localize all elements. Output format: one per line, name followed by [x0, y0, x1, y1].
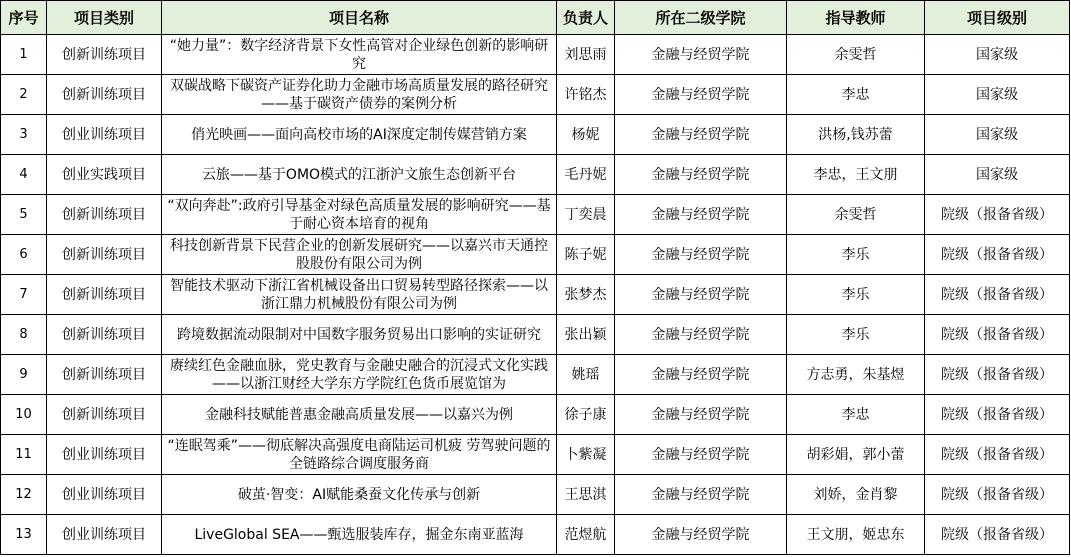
cell-level: 院级（报备省级） — [925, 315, 1070, 355]
cell-college: 金融与经贸学院 — [615, 195, 787, 235]
cell-category: 创业训练项目 — [47, 115, 162, 155]
cell-leader: 刘思雨 — [557, 35, 615, 75]
cell-leader: 许铭杰 — [557, 75, 615, 115]
table-row — [1, 395, 1070, 435]
cell-college: 金融与经贸学院 — [615, 275, 787, 315]
cell-project-name: 科技创新背景下民营企业的创新发展研究——以嘉兴市天通控股股份有限公司为例 — [162, 235, 557, 275]
cell-level: 院级（报备省级） — [925, 355, 1070, 395]
cell-category: 创新训练项目 — [47, 35, 162, 75]
cell-college: 金融与经贸学院 — [615, 395, 787, 435]
cell-category: 创新训练项目 — [47, 75, 162, 115]
table-row — [1, 35, 1070, 75]
cell-seq: 3 — [1, 115, 47, 155]
cell-project-name: LiveGlobal SEA——甄选服装库存，掘金东南亚蓝海 — [162, 515, 557, 555]
cell-college: 金融与经贸学院 — [615, 515, 787, 555]
cell-college: 金融与经贸学院 — [615, 435, 787, 475]
header-seq: 序号 — [1, 1, 47, 35]
header-category: 项目类别 — [47, 1, 162, 35]
cell-seq: 11 — [1, 435, 47, 475]
cell-category: 创新训练项目 — [47, 235, 162, 275]
cell-seq: 6 — [1, 235, 47, 275]
cell-seq: 5 — [1, 195, 47, 235]
table-row — [1, 75, 1070, 115]
table-row — [1, 275, 1070, 315]
cell-advisor: 余雯哲 — [787, 35, 925, 75]
cell-leader: 徐子康 — [557, 395, 615, 435]
cell-college: 金融与经贸学院 — [615, 115, 787, 155]
cell-leader: 杨妮 — [557, 115, 615, 155]
cell-college: 金融与经贸学院 — [615, 235, 787, 275]
cell-leader: 丁奕晨 — [557, 195, 615, 235]
cell-advisor: 余雯哲 — [787, 195, 925, 235]
cell-level: 国家级 — [925, 75, 1070, 115]
cell-advisor: 洪杨,钱苏蕾 — [787, 115, 925, 155]
cell-seq: 2 — [1, 75, 47, 115]
cell-seq: 10 — [1, 395, 47, 435]
cell-level: 国家级 — [925, 155, 1070, 195]
cell-level: 国家级 — [925, 35, 1070, 75]
cell-project-name: 云旅——基于OMO模式的江浙沪文旅生态创新平台 — [162, 155, 557, 195]
cell-level: 院级（报备省级） — [925, 275, 1070, 315]
cell-project-name: 双碳战略下碳资产证券化助力金融市场高质量发展的路径研究 ——基于碳资产债券的案例分析 — [162, 75, 557, 115]
cell-seq: 13 — [1, 515, 47, 555]
cell-category: 创新训练项目 — [47, 355, 162, 395]
header-level: 项目级别 — [925, 1, 1070, 35]
cell-project-name: 智能技术驱动下浙江省机械设备出口贸易转型路径探索——以浙江鼎力机械股份有限公司为例 — [162, 275, 557, 315]
cell-project-name: “连眠驾乘”——彻底解决高强度电商陆运司机疲 劳驾驶问题的全链路综合调度服务商 — [162, 435, 557, 475]
cell-leader: 毛丹妮 — [557, 155, 615, 195]
header-project-name: 项目名称 — [162, 1, 557, 35]
cell-advisor: 李忠 — [787, 75, 925, 115]
cell-college: 金融与经贸学院 — [615, 75, 787, 115]
header-college: 所在二级学院 — [615, 1, 787, 35]
cell-category: 创新训练项目 — [47, 275, 162, 315]
header-leader: 负责人 — [557, 1, 615, 35]
table-row — [1, 315, 1070, 355]
cell-advisor: 刘娇，金肖黎 — [787, 475, 925, 515]
cell-level: 院级（报备省级） — [925, 475, 1070, 515]
cell-project-name: “双向奔赴”:政府引导基金对绿色高质量发展的影响研究——基于耐心资本培育的视角 — [162, 195, 557, 235]
cell-category: 创新训练项目 — [47, 315, 162, 355]
cell-leader: 卜紫凝 — [557, 435, 615, 475]
cell-level: 院级（报备省级） — [925, 435, 1070, 475]
table-row — [1, 435, 1070, 475]
table-row — [1, 475, 1070, 515]
cell-category: 创新训练项目 — [47, 195, 162, 235]
cell-project-name: 赓续红色金融血脉，党史教育与金融史融合的沉浸式文化实践——以浙江财经大学东方学院红色货币展览馆为 — [162, 355, 557, 395]
header-row — [1, 1, 1070, 35]
cell-college: 金融与经贸学院 — [615, 315, 787, 355]
cell-advisor: 方志勇，朱基煜 — [787, 355, 925, 395]
cell-advisor: 李乐 — [787, 315, 925, 355]
cell-project-name: 跨境数据流动限制对中国数字服务贸易出口影响的实证研究 — [162, 315, 557, 355]
cell-seq: 12 — [1, 475, 47, 515]
cell-advisor: 胡彩娟，郭小蕾 — [787, 435, 925, 475]
cell-advisor: 李乐 — [787, 275, 925, 315]
table-row — [1, 515, 1070, 555]
cell-college: 金融与经贸学院 — [615, 355, 787, 395]
cell-leader: 范煜航 — [557, 515, 615, 555]
cell-level: 院级（报备省级） — [925, 515, 1070, 555]
cell-advisor: 李忠，王文朋 — [787, 155, 925, 195]
table-row — [1, 235, 1070, 275]
cell-advisor: 王文朋，姬忠东 — [787, 515, 925, 555]
cell-leader: 张出颖 — [557, 315, 615, 355]
cell-leader: 陈子妮 — [557, 235, 615, 275]
cell-category: 创业训练项目 — [47, 435, 162, 475]
table-row — [1, 155, 1070, 195]
cell-advisor: 李忠 — [787, 395, 925, 435]
cell-category: 创业训练项目 — [47, 475, 162, 515]
cell-category: 创新训练项目 — [47, 395, 162, 435]
cell-level: 院级（报备省级） — [925, 395, 1070, 435]
cell-leader: 张梦杰 — [557, 275, 615, 315]
cell-level: 院级（报备省级） — [925, 195, 1070, 235]
cell-level: 国家级 — [925, 115, 1070, 155]
cell-college: 金融与经贸学院 — [615, 155, 787, 195]
table-row — [1, 195, 1070, 235]
cell-seq: 8 — [1, 315, 47, 355]
cell-seq: 1 — [1, 35, 47, 75]
cell-seq: 9 — [1, 355, 47, 395]
table-row — [1, 115, 1070, 155]
cell-advisor: 李乐 — [787, 235, 925, 275]
table-row — [1, 355, 1070, 395]
cell-project-name: 俏光映画——面向高校市场的AI深度定制传媒营销方案 — [162, 115, 557, 155]
cell-leader: 姚瑶 — [557, 355, 615, 395]
header-advisor: 指导教师 — [787, 1, 925, 35]
cell-project-name: “她力量”：数字经济背景下女性高管对企业绿色创新的影响研究 — [162, 35, 557, 75]
cell-college: 金融与经贸学院 — [615, 475, 787, 515]
cell-category: 创业实践项目 — [47, 155, 162, 195]
cell-seq: 4 — [1, 155, 47, 195]
cell-project-name: 破茧·智变：AI赋能桑蚕文化传承与创新 — [162, 475, 557, 515]
cell-seq: 7 — [1, 275, 47, 315]
cell-category: 创业训练项目 — [47, 515, 162, 555]
cell-college: 金融与经贸学院 — [615, 35, 787, 75]
cell-level: 院级（报备省级） — [925, 235, 1070, 275]
cell-project-name: 金融科技赋能普惠金融高质量发展——以嘉兴为例 — [162, 395, 557, 435]
cell-leader: 王思淇 — [557, 475, 615, 515]
